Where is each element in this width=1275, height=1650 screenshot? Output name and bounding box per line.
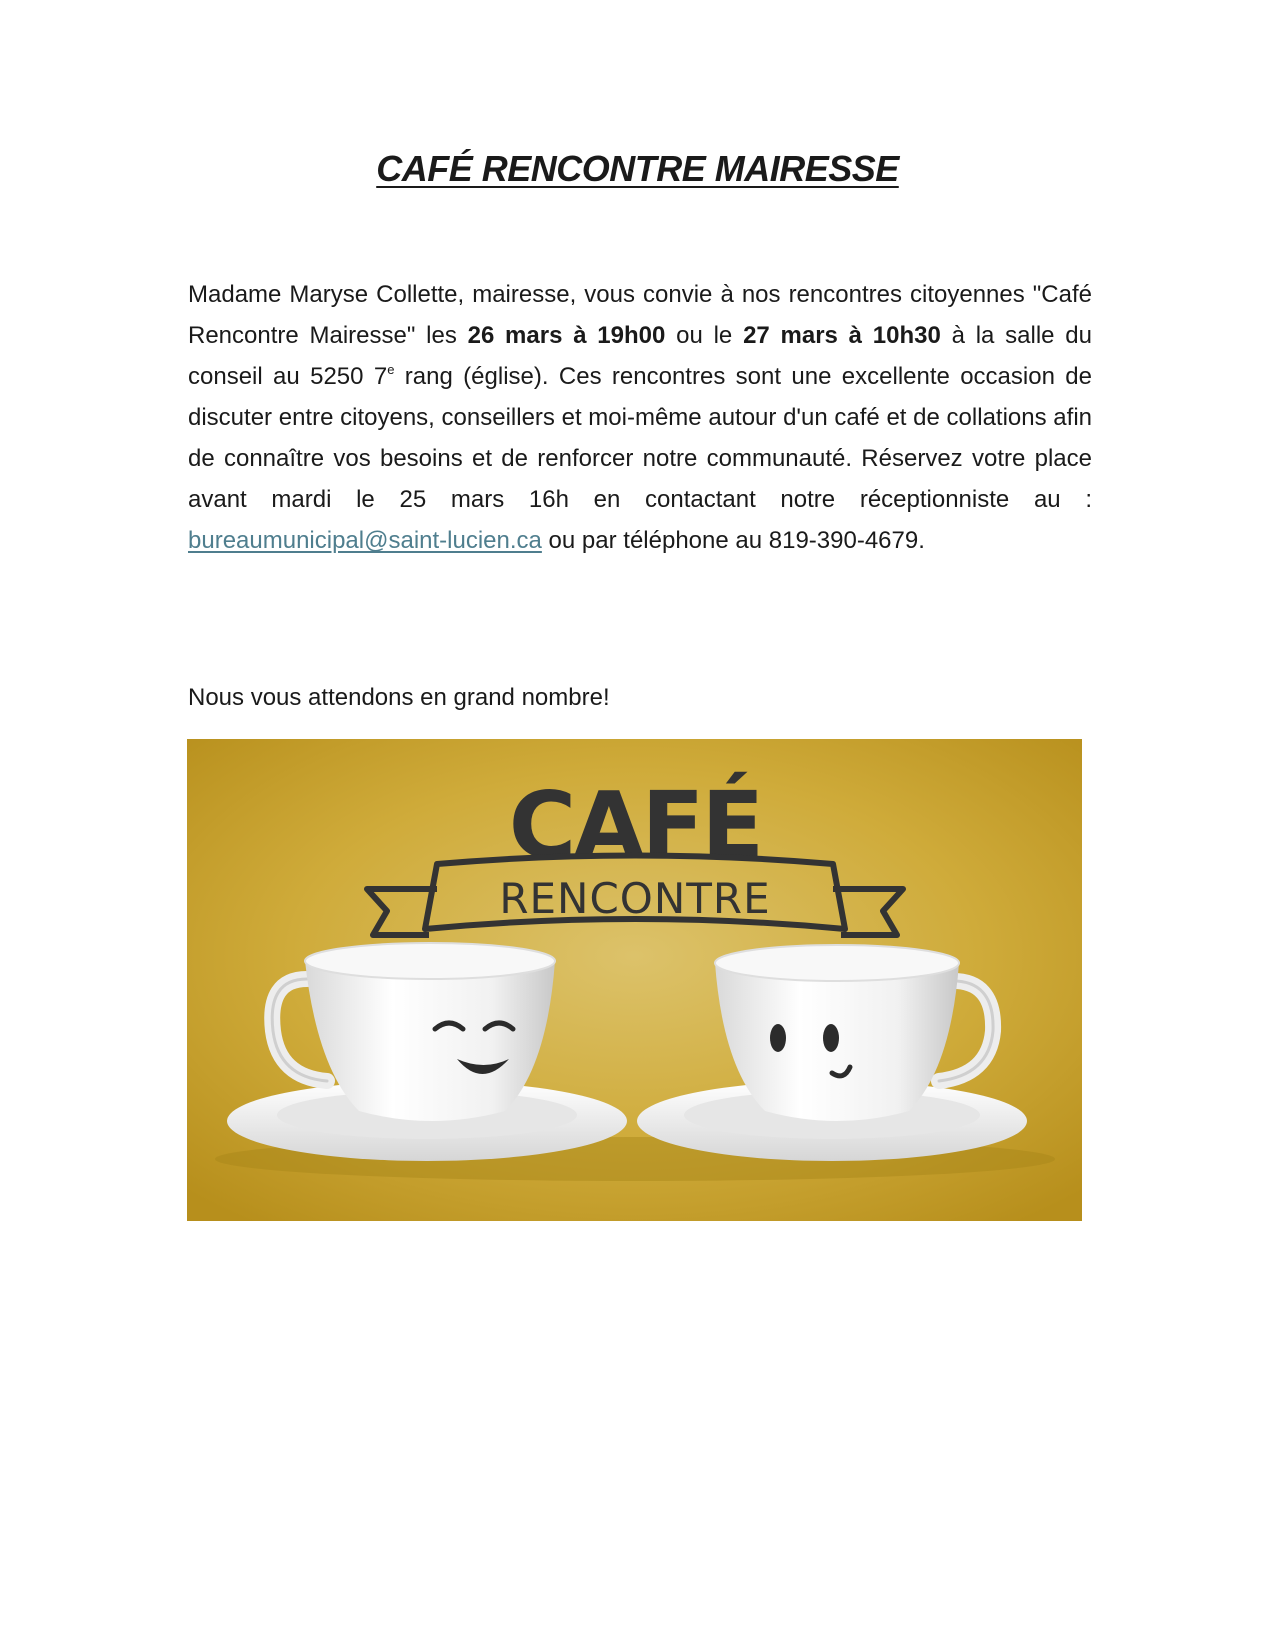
paragraph-text-4: rang (église). Ces rencontres sont une excellente occasion de discuter entre citoyens, conseillers et moi-même autour d'un café et de collations afin de connaître vos besoins et de renforcer notre communauté. Réservez votre place avant mardi le 25 mars 16h en contactant notre réceptionniste au : [188, 363, 1092, 513]
paragraph-text-5: ou par téléphone au 819-390-4679. [541, 527, 925, 554]
email-link[interactable]: bureaumunicipal@saint-lucien.ca [188, 527, 542, 554]
closing-text: Nous vous attendons en grand nombre! [188, 684, 610, 711]
cafe-rencontre-image [187, 739, 1082, 1221]
ordinal-superscript: e [387, 362, 395, 377]
paragraph-text-1: Madame Maryse Collette, mairesse, vous convie à nos rencontres citoyennes "Café Rencontre Mairesse" les [188, 281, 1092, 349]
date-second: 27 mars à 10h30 [743, 322, 941, 349]
page-title: CAFÉ RENCONTRE MAIRESSE [376, 148, 899, 189]
image-heading: CAFÉ [508, 772, 762, 879]
paragraph-text-2: ou le [665, 322, 744, 349]
paragraph-text-3: à la salle du conseil au 5250 7 [188, 322, 1092, 390]
ribbon-text: RENCONTRE [499, 874, 771, 923]
invitation-paragraph [188, 274, 1092, 561]
date-first: 26 mars à 19h00 [467, 322, 666, 349]
